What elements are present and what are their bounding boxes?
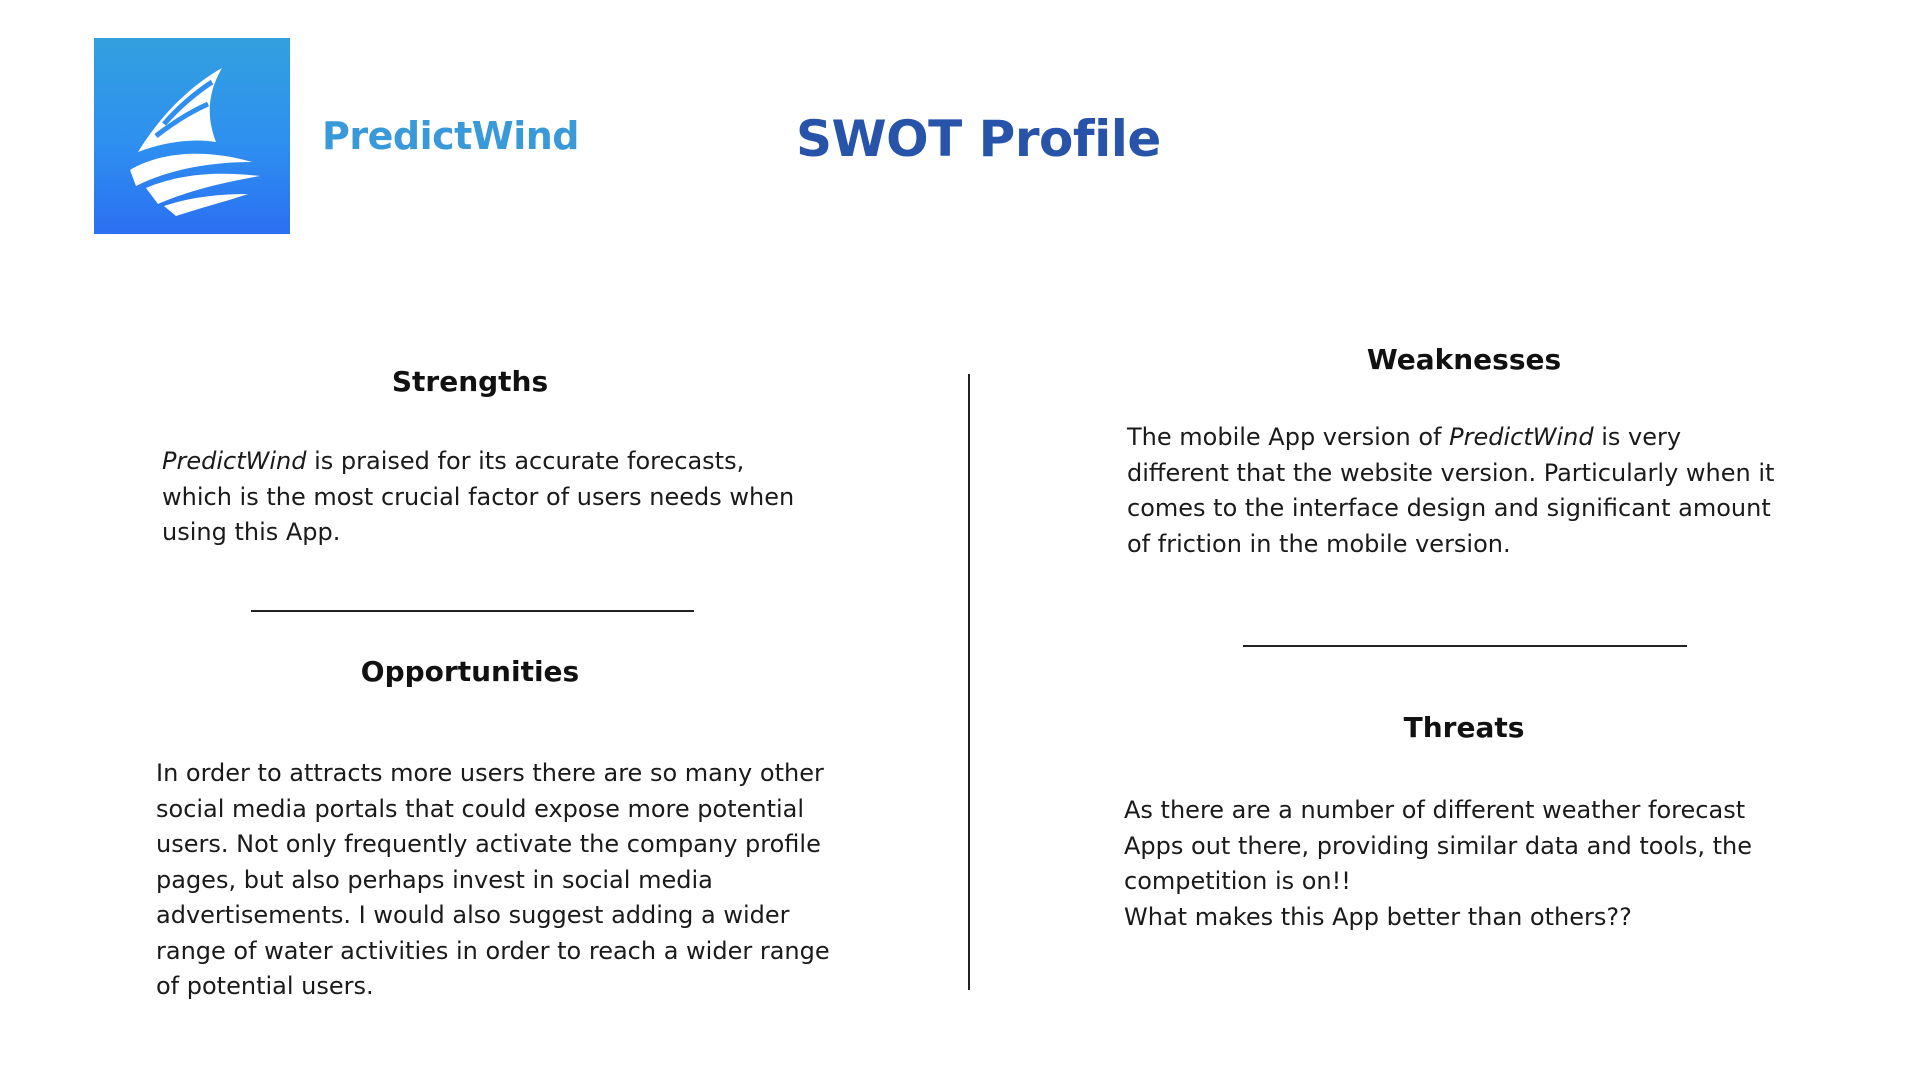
threats-line-4: What makes this App better than others?? (1124, 902, 1632, 931)
weaknesses-app-name: PredictWind (1449, 423, 1594, 451)
weaknesses-line-1: The mobile App version of PredictWind is very (1127, 423, 1682, 451)
weaknesses-text (1127, 420, 1774, 562)
opportunities-line-7: of potential users. (156, 972, 374, 1000)
strengths-app-name: PredictWind (162, 447, 307, 475)
opportunities-heading: Opportunities (360, 655, 580, 688)
center-divider (968, 374, 970, 990)
opportunities-line-2: social media portals that could expose more potential (156, 794, 805, 823)
strengths-text (162, 444, 794, 551)
predictwind-logo (94, 38, 290, 234)
opportunities-line-1: In order to attracts more users there are so many other (156, 759, 824, 787)
threats-text (1124, 793, 1752, 935)
threats-line-3: competition is on!! (1124, 867, 1351, 895)
opportunities-line-4: pages, but also perhaps invest in social media (156, 865, 713, 894)
weaknesses-line-2: different that the website version. Particularly when it (1127, 458, 1775, 487)
sailboat-waves-icon (94, 38, 290, 234)
opportunities-text (156, 756, 830, 1005)
weaknesses-line-3: comes to the interface design and significant amount (1127, 494, 1771, 522)
strengths-heading: Strengths (391, 365, 549, 398)
strengths-divider (251, 610, 694, 612)
strengths-line-1: PredictWind is praised for its accurate forecasts, (162, 447, 745, 475)
threats-heading: Threats (1403, 711, 1525, 744)
strengths-line-3: using this App. (162, 518, 341, 546)
strengths-line-2: which is the most crucial factor of users needs when (162, 482, 795, 511)
brand-name: PredictWind (322, 114, 579, 158)
opportunities-line-5: advertisements. I would also suggest adding a wider (156, 901, 790, 929)
weaknesses-heading: Weaknesses (1366, 343, 1562, 376)
opportunities-line-6: range of water activities in order to reach a wider range (156, 936, 830, 965)
weaknesses-line-4: of friction in the mobile version. (1127, 529, 1511, 558)
opportunities-line-3: users. Not only frequently activate the company profile (156, 830, 821, 858)
page-title: SWOT Profile (796, 110, 1161, 168)
weaknesses-divider (1243, 645, 1687, 647)
threats-line-1: As there are a number of different weather forecast (1124, 796, 1746, 824)
threats-line-2: Apps out there, providing similar data and tools, the (1124, 831, 1752, 860)
